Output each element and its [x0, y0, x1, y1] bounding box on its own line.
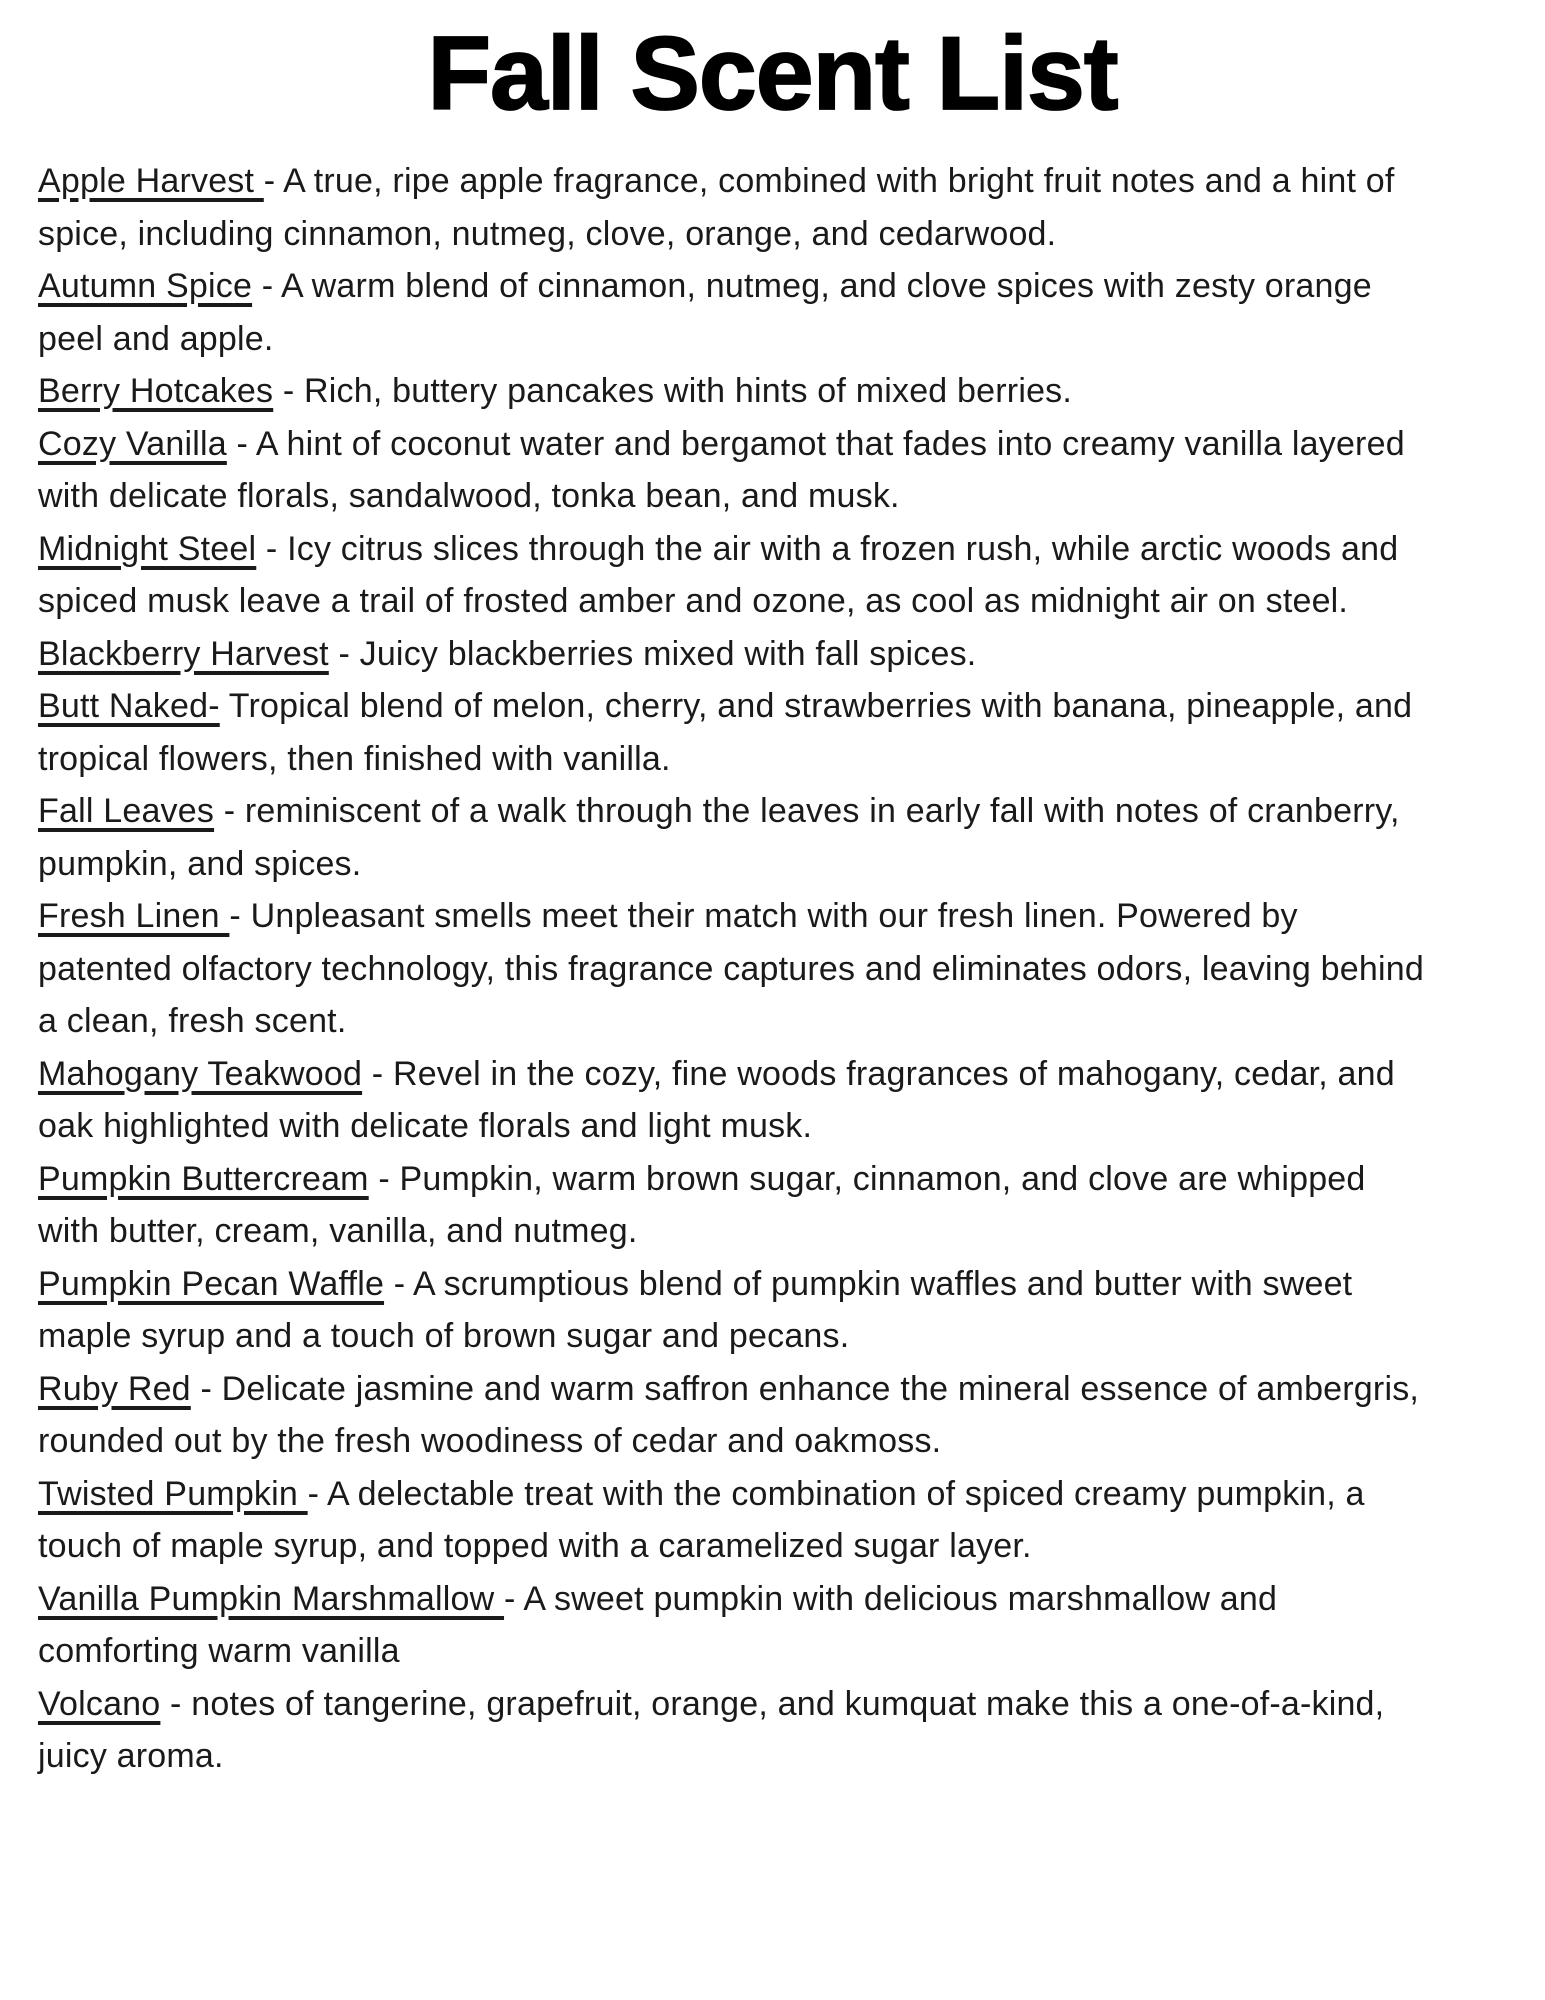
scent-entry	[38, 890, 1435, 1048]
scent-description: Tropical blend of melon, cherry, and strawberries with banana, pineapple, and tropical flowers, then finished with vanilla.	[38, 687, 1413, 778]
scent-entry	[38, 418, 1435, 523]
scent-list	[0, 155, 1545, 1783]
scent-separator: -	[214, 792, 245, 830]
scent-separator: -	[273, 372, 305, 410]
scent-separator: -	[226, 424, 256, 463]
scent-entry	[38, 1573, 1435, 1678]
scent-description: A sweet pumpkin with delicious marshmallow and comforting warm vanilla	[38, 1579, 1278, 1670]
scent-name: Berry Hotcakes	[38, 372, 274, 410]
scent-description: Rich, buttery pancakes with hints of mixed berries.	[304, 372, 1073, 410]
scent-separator: -	[307, 1474, 327, 1513]
scent-separator: -	[263, 162, 284, 200]
scent-entry	[38, 365, 1435, 418]
scent-entry	[38, 1678, 1435, 1783]
scent-entry	[38, 1048, 1435, 1153]
scent-description: Delicate jasmine and warm saffron enhance the mineral essence of ambergris, rounded out by the fresh woodiness of cedar and oakmoss.	[38, 1369, 1420, 1460]
scent-name: Vanilla Pumpkin Marshmallow	[38, 1579, 505, 1618]
scent-entry	[38, 155, 1435, 260]
scent-name: Fall Leaves	[38, 792, 215, 830]
scent-entry	[38, 1363, 1435, 1468]
scent-separator: -	[328, 634, 360, 673]
scent-entry	[38, 523, 1435, 628]
scent-description: Revel in the cozy, fine woods fragrances of mahogany, cedar, and oak highlighted with delicate florals and light musk.	[38, 1054, 1395, 1145]
scent-entry	[38, 680, 1435, 785]
scent-name: Blackberry Harvest	[38, 634, 329, 673]
scent-separator: -	[384, 1264, 414, 1303]
scent-separator: -	[252, 267, 282, 305]
scent-name: Midnight Steel	[38, 529, 257, 568]
scent-entry	[38, 1153, 1435, 1258]
scent-description: notes of tangerine, grapefruit, orange, and kumquat make this a one-of-a-kind, juicy aroma.	[38, 1684, 1385, 1775]
scent-entry	[38, 1468, 1435, 1573]
scent-description: A true, ripe apple fragrance, combined with bright fruit notes and a hint of spice, including cinnamon, nutmeg, clove, orange, and cedarwood.	[38, 162, 1395, 253]
scent-separator	[220, 687, 229, 725]
page-title: Fall Scent List	[427, 16, 1118, 132]
scent-description: Pumpkin, warm brown sugar, cinnamon, and clove are whipped with butter, cream, vanilla, and nutmeg.	[38, 1159, 1366, 1250]
scent-description: reminiscent of a walk through the leaves in early fall with notes of cranberry, pumpkin, and spices.	[38, 792, 1400, 883]
scent-description: Juicy blackberries mixed with fall spices.	[359, 634, 977, 673]
scent-name: Cozy Vanilla	[38, 424, 227, 463]
scent-entry	[38, 628, 1435, 681]
scent-separator: -	[160, 1684, 192, 1723]
scent-entry	[38, 785, 1435, 890]
scent-name: Apple Harvest	[38, 162, 264, 200]
scent-description: A warm blend of cinnamon, nutmeg, and clove spices with zesty orange peel and apple.	[38, 267, 1372, 358]
scent-description: A delectable treat with the combination of spiced creamy pumpkin, a touch of maple syrup, and topped with a caramelized sugar layer.	[38, 1474, 1365, 1565]
scent-separator: -	[190, 1369, 222, 1408]
scent-separator: -	[256, 529, 288, 568]
scent-description: Unpleasant smells meet their match with our fresh linen. Powered by patented olfactory technology, this fragrance captures and eliminates odors, leaving behind a clean, fresh scent.	[38, 897, 1424, 1040]
scent-separator: -	[229, 897, 251, 935]
scent-name: Volcano	[38, 1684, 161, 1723]
scent-separator: -	[362, 1054, 393, 1093]
scent-separator: -	[504, 1579, 524, 1618]
scent-name: Twisted Pumpkin	[38, 1474, 308, 1513]
scent-entry	[38, 1258, 1435, 1363]
scent-name: Autumn Spice	[38, 267, 253, 305]
scent-entry	[38, 260, 1435, 365]
scent-name: Mahogany Teakwood	[38, 1054, 363, 1093]
scent-name: Fresh Linen	[38, 897, 230, 935]
scent-description: A scrumptious blend of pumpkin waffles and butter with sweet maple syrup and a touch of brown sugar and pecans.	[38, 1264, 1353, 1355]
scent-description: Icy citrus slices through the air with a frozen rush, while arctic woods and spiced musk leave a trail of frosted amber and ozone, as cool as midnight air on steel.	[38, 529, 1399, 620]
scent-separator: -	[368, 1159, 400, 1198]
scent-name: Butt Naked-	[38, 687, 220, 725]
scent-description: A hint of coconut water and bergamot that fades into creamy vanilla layered with delicate florals, sandalwood, tonka bean, and musk.	[38, 424, 1405, 515]
scent-name: Ruby Red	[38, 1369, 191, 1408]
scent-name: Pumpkin Buttercream	[38, 1159, 369, 1198]
scent-name: Pumpkin Pecan Waffle	[38, 1264, 385, 1303]
